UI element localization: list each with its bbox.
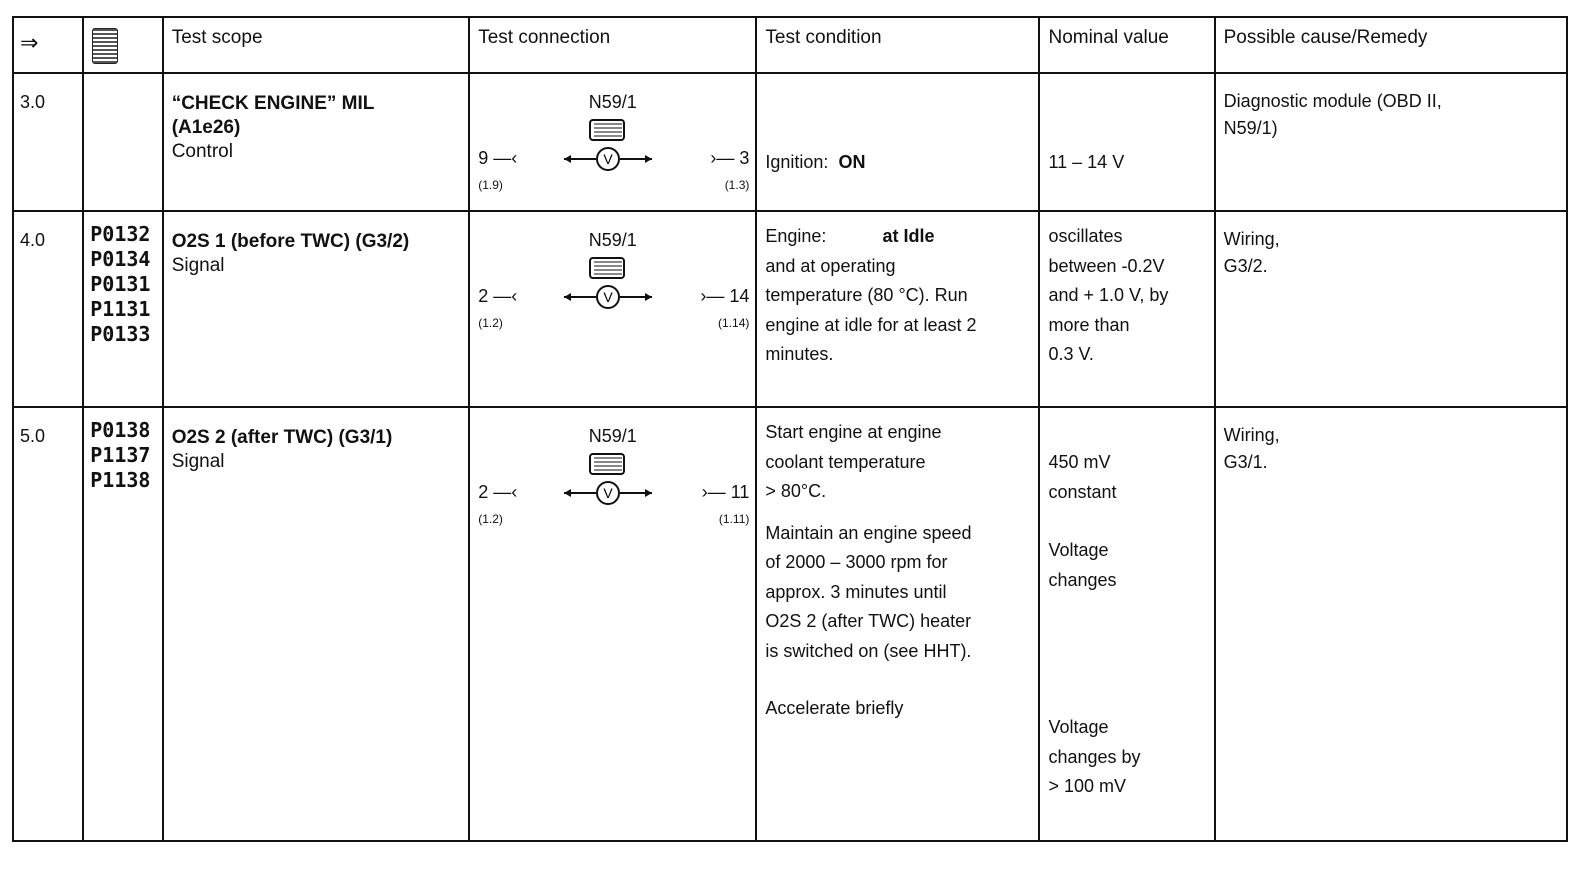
table-row <box>13 407 1567 841</box>
fault-codes: P0132 P0134 P0131 P1131 P0133 <box>83 211 162 407</box>
test-condition: Start engine at engine coolant temperature > 80°C. Maintain an engine speed of 2000 – 3000 rpm for approx. 3 minutes until O2S 2 (after TWC) heater is switched on (see HHT). Accelerate briefly <box>756 407 1039 841</box>
test-condition: Engine: at Idle and at operating temperature (80 °C). Run engine at idle for at least 2 minutes. <box>756 211 1039 407</box>
svg-text:V: V <box>603 485 613 501</box>
test-scope: O2S 1 (before TWC) (G3/2) Signal <box>163 211 470 407</box>
svg-text:V: V <box>603 151 613 167</box>
step-number: 4.0 <box>13 211 83 407</box>
step-number: 3.0 <box>13 73 83 211</box>
nominal-value: 450 mV constant Voltage changes Voltage changes by > 100 mV <box>1039 407 1214 841</box>
nominal-value: 11 – 14 V <box>1039 73 1214 211</box>
voltmeter-icon <box>562 480 654 506</box>
test-scope: “CHECK ENGINE” MIL (A1e26) Control <box>163 73 470 211</box>
test-condition: Ignition: ON <box>756 73 1039 211</box>
connector-icon <box>588 256 628 282</box>
voltmeter-icon <box>562 284 654 310</box>
diagnostic-test-table <box>12 16 1568 842</box>
fault-codes: P0138 P1137 P1138 <box>83 407 162 841</box>
table-row <box>13 211 1567 407</box>
test-connection: N59/1 V 2 —‹ ›— 14 (1.2) (1.14) <box>469 211 756 407</box>
header-arrow: ⇒ <box>13 17 83 73</box>
tester-icon <box>92 28 118 64</box>
header-test-condition: Test condition <box>756 17 1039 73</box>
cause-remedy: Wiring, G3/1. <box>1215 407 1567 841</box>
header-test-connection: Test connection <box>469 17 756 73</box>
connector-icon <box>588 452 628 478</box>
step-number: 5.0 <box>13 407 83 841</box>
header-nominal-value: Nominal value <box>1039 17 1214 73</box>
test-connection: N59/1 V 9 —‹ ›— 3 (1.9) (1.3) <box>469 73 756 211</box>
fault-codes <box>83 73 162 211</box>
module-label: N59/1 <box>588 426 637 446</box>
test-scope: O2S 2 (after TWC) (G3/1) Signal <box>163 407 470 841</box>
test-connection: N59/1 V 2 —‹ ›— 11 (1.2) (1.11) <box>469 407 756 841</box>
voltmeter-icon <box>562 146 654 172</box>
header-tester <box>83 17 162 73</box>
header-row <box>13 17 1567 73</box>
connector-icon <box>588 118 628 144</box>
svg-text:V: V <box>603 289 613 305</box>
header-cause-remedy: Possible cause/Remedy <box>1215 17 1567 73</box>
cause-remedy: Diagnostic module (OBD II, N59/1) <box>1215 73 1567 211</box>
nominal-value: oscillates between -0.2V and + 1.0 V, by more than 0.3 V. <box>1039 211 1214 407</box>
header-test-scope: Test scope <box>163 17 470 73</box>
cause-remedy: Wiring, G3/2. <box>1215 211 1567 407</box>
table-row <box>13 73 1567 211</box>
module-label: N59/1 <box>588 92 637 112</box>
module-label: N59/1 <box>588 230 637 250</box>
